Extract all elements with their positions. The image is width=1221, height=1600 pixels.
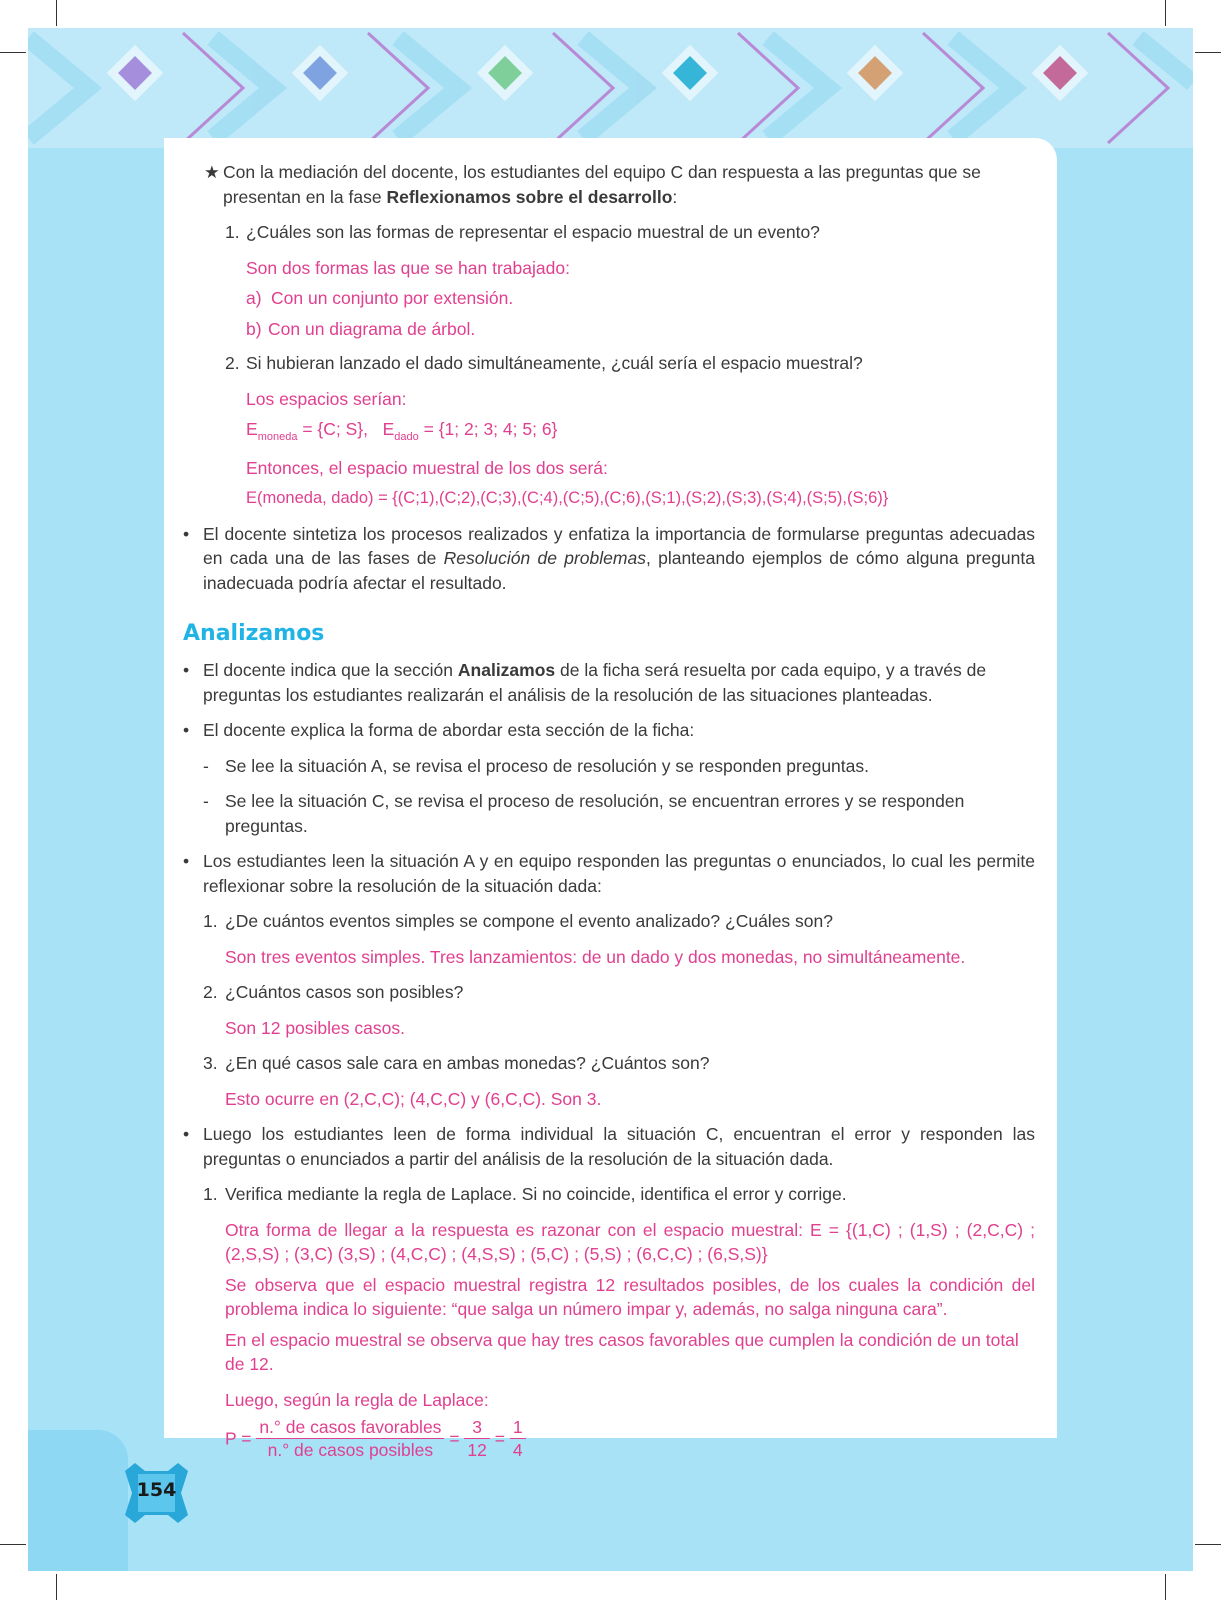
question-text: Si hubieran lanzado el dado simultáneamente, ¿cuál sería el espacio muestral? bbox=[246, 353, 863, 373]
formula-lhs: P = bbox=[225, 1428, 252, 1449]
question-item bbox=[183, 1051, 1035, 1076]
bullet-icon: • bbox=[183, 1124, 190, 1144]
sample-spaces bbox=[183, 417, 1035, 450]
section-heading: Analizamos bbox=[183, 621, 325, 646]
question-text: Verifica mediante la regla de Laplace. Si no coincide, identifica el error y corrige. bbox=[225, 1184, 847, 1204]
answer-text: Se observa que el espacio muestral registra 12 resultados posibles, de los cuales la condición del problema indica lo siguiente: “que salga un número impar y, además, no salga ninguna cara”. bbox=[225, 1274, 1035, 1319]
decorative-band bbox=[28, 1430, 128, 1571]
crop-mark bbox=[56, 0, 57, 26]
e-set: = {1; 2; 3; 4; 5; 6} bbox=[418, 419, 558, 439]
e-set: = {C; S}, bbox=[297, 419, 368, 439]
crop-mark bbox=[1165, 1574, 1166, 1600]
dash-item bbox=[183, 789, 1035, 838]
question-item bbox=[183, 1182, 1035, 1207]
question-item bbox=[183, 909, 1035, 934]
intro-text: Con la mediación del docente, los estudiantes del equipo C dan respuesta a las preguntas que se presentan en la fase bbox=[223, 162, 981, 207]
bullet-text: de la ficha será resuelta por cada equipo, y a través de preguntas los estudiantes realizarán el análisis de la resolución de las situaciones planteadas. bbox=[203, 660, 987, 705]
question-number: 1. bbox=[225, 222, 240, 242]
bullet-icon: • bbox=[183, 720, 190, 740]
crop-mark bbox=[1195, 1544, 1221, 1545]
bullet-icon: • bbox=[183, 660, 190, 680]
answer-text: Luego, según la regla de Laplace: bbox=[225, 1389, 489, 1410]
option-text: Con un diagrama de árbol. bbox=[268, 318, 476, 339]
fraction-numerator: n.° de casos favorables bbox=[256, 1416, 444, 1439]
question-number: 2. bbox=[203, 982, 218, 1002]
bullet-item bbox=[183, 1122, 1035, 1171]
dash-item bbox=[183, 754, 1035, 779]
question-item bbox=[183, 980, 1035, 1005]
question-number: 3. bbox=[203, 1053, 218, 1073]
crop-mark bbox=[0, 1544, 26, 1545]
option-letter: b) bbox=[246, 318, 262, 339]
laplace-formula bbox=[183, 1416, 1035, 1461]
bullet-item bbox=[183, 522, 1035, 596]
fraction-denominator: n.° de casos posibles bbox=[267, 1440, 434, 1460]
crop-mark bbox=[0, 52, 26, 53]
crop-mark bbox=[56, 1574, 57, 1600]
answer-text: Entonces, el espacio muestral de los dos será: bbox=[246, 457, 608, 478]
intro-bold: Reflexionamos sobre el desarrollo bbox=[386, 186, 673, 207]
equals-sign: = bbox=[449, 1428, 460, 1449]
answer-text: Son tres eventos simples. Tres lanzamientos: de un dado y dos monedas, no simultáneamente. bbox=[225, 946, 966, 967]
bullet-item bbox=[183, 718, 1035, 743]
answer-text: Otra forma de llegar a la respuesta es razonar con el espacio muestral: E = {(1,C) ; (1,S) ; (2,C,C) ; (2,S,S) ; (3,C) (3,S) ; (4,C,C) ; (4,S,S) ; (5,C) ; (5,S) ; (6,C,C) ; (6,S,S)} bbox=[225, 1219, 1035, 1264]
dash-icon: - bbox=[203, 755, 209, 776]
decorative-banner bbox=[28, 28, 1193, 148]
crop-mark bbox=[1195, 52, 1221, 53]
question-text: ¿Cuáles son las formas de representar el espacio muestral de un evento? bbox=[246, 222, 820, 242]
bullet-text: Los estudiantes leen la situación A y en equipo responden las preguntas o enunciados, lo cual les permite reflexionar sobre la resolución de la situación dada: bbox=[203, 851, 1035, 896]
page-content bbox=[183, 160, 1035, 1461]
bullet-italic: Resolución de problemas bbox=[443, 548, 646, 568]
answer-text: Los espacios serían: bbox=[246, 388, 407, 409]
page-number-tab bbox=[125, 1463, 188, 1523]
answer-text: Son dos formas las que se han trabajado: bbox=[246, 257, 570, 278]
crop-mark bbox=[1165, 0, 1166, 26]
fraction-1-over-4 bbox=[510, 1416, 526, 1461]
bullet-icon: • bbox=[183, 851, 190, 871]
e-subscript: moneda bbox=[257, 431, 298, 443]
intro-colon: : bbox=[672, 186, 678, 207]
e-subscript: dado bbox=[394, 431, 419, 443]
fraction-3-over-12 bbox=[464, 1416, 489, 1461]
bullet-text: , planteando ejemplos de cómo alguna pregunta inadecuada podría afectar el resultado. bbox=[203, 548, 1035, 593]
question-number: 1. bbox=[203, 911, 218, 931]
question-text: ¿En qué casos sale cara en ambas monedas? ¿Cuántos son? bbox=[225, 1053, 710, 1073]
e-letter: E bbox=[382, 419, 395, 439]
question-text: ¿De cuántos eventos simples se compone el evento analizado? ¿Cuáles son? bbox=[225, 911, 833, 931]
question-number: 1. bbox=[203, 1184, 218, 1204]
fraction-numerator: 1 bbox=[510, 1416, 526, 1439]
bullet-bold: Analizamos bbox=[457, 660, 556, 680]
question-text: ¿Cuántos casos son posibles? bbox=[225, 982, 464, 1002]
answer-text: En el espacio muestral se observa que hay tres casos favorables que cumplen la condición de un total de 12. bbox=[225, 1329, 1019, 1374]
intro-item bbox=[183, 160, 1035, 209]
answer-text: Son 12 posibles casos. bbox=[225, 1017, 405, 1038]
page-number: 154 bbox=[136, 1479, 177, 1501]
bullet-icon: • bbox=[183, 523, 190, 544]
dash-icon: - bbox=[203, 791, 209, 811]
dash-text: Se lee la situación A, se revisa el proceso de resolución y se responden preguntas. bbox=[225, 755, 869, 776]
bullet-text: El docente indica que la sección bbox=[203, 660, 458, 680]
bullet-text: El docente sintetiza los procesos realizados y enfatiza la importancia de formularse preguntas adecuadas en cada una de las fases de bbox=[203, 523, 1035, 568]
bullet-text: El docente explica la forma de abordar esta sección de la ficha: bbox=[203, 720, 695, 740]
question-number: 2. bbox=[225, 353, 240, 373]
bullet-text: Luego los estudiantes leen de forma individual la situación C, encuentran el error y responden las preguntas o enunciados a partir del análisis de la resolución de la situación dada. bbox=[203, 1124, 1035, 1169]
dash-text: Se lee la situación C, se revisa el proceso de resolución, se encuentran errores y se responden preguntas. bbox=[225, 791, 965, 836]
fraction-favorable-over-possible bbox=[256, 1416, 444, 1461]
equals-sign: = bbox=[494, 1428, 505, 1449]
bullet-item bbox=[183, 658, 1035, 707]
bullet-item bbox=[183, 849, 1035, 898]
answer-option bbox=[183, 317, 1035, 342]
option-letter: a) bbox=[246, 288, 262, 308]
question-item bbox=[183, 351, 1035, 376]
question-item bbox=[183, 220, 1035, 245]
answer-text: E(moneda, dado) = {(C;1),(C;2),(C;3),(C;4),(C;5),(C;6),(S;1),(S;2),(S;3),(S;4),(S;5),(S;6)} bbox=[246, 489, 889, 507]
fraction-numerator: 3 bbox=[464, 1416, 489, 1439]
star-icon: ★ bbox=[204, 162, 220, 182]
option-text: Con un conjunto por extensión. bbox=[271, 288, 514, 308]
e-letter: E bbox=[246, 419, 258, 439]
answer-text: Esto ocurre en (2,C,C); (4,C,C) y (6,C,C). Son 3. bbox=[225, 1088, 602, 1109]
fraction-denominator: 4 bbox=[512, 1440, 523, 1460]
fraction-denominator: 12 bbox=[467, 1440, 487, 1460]
answer-option bbox=[183, 286, 1035, 311]
